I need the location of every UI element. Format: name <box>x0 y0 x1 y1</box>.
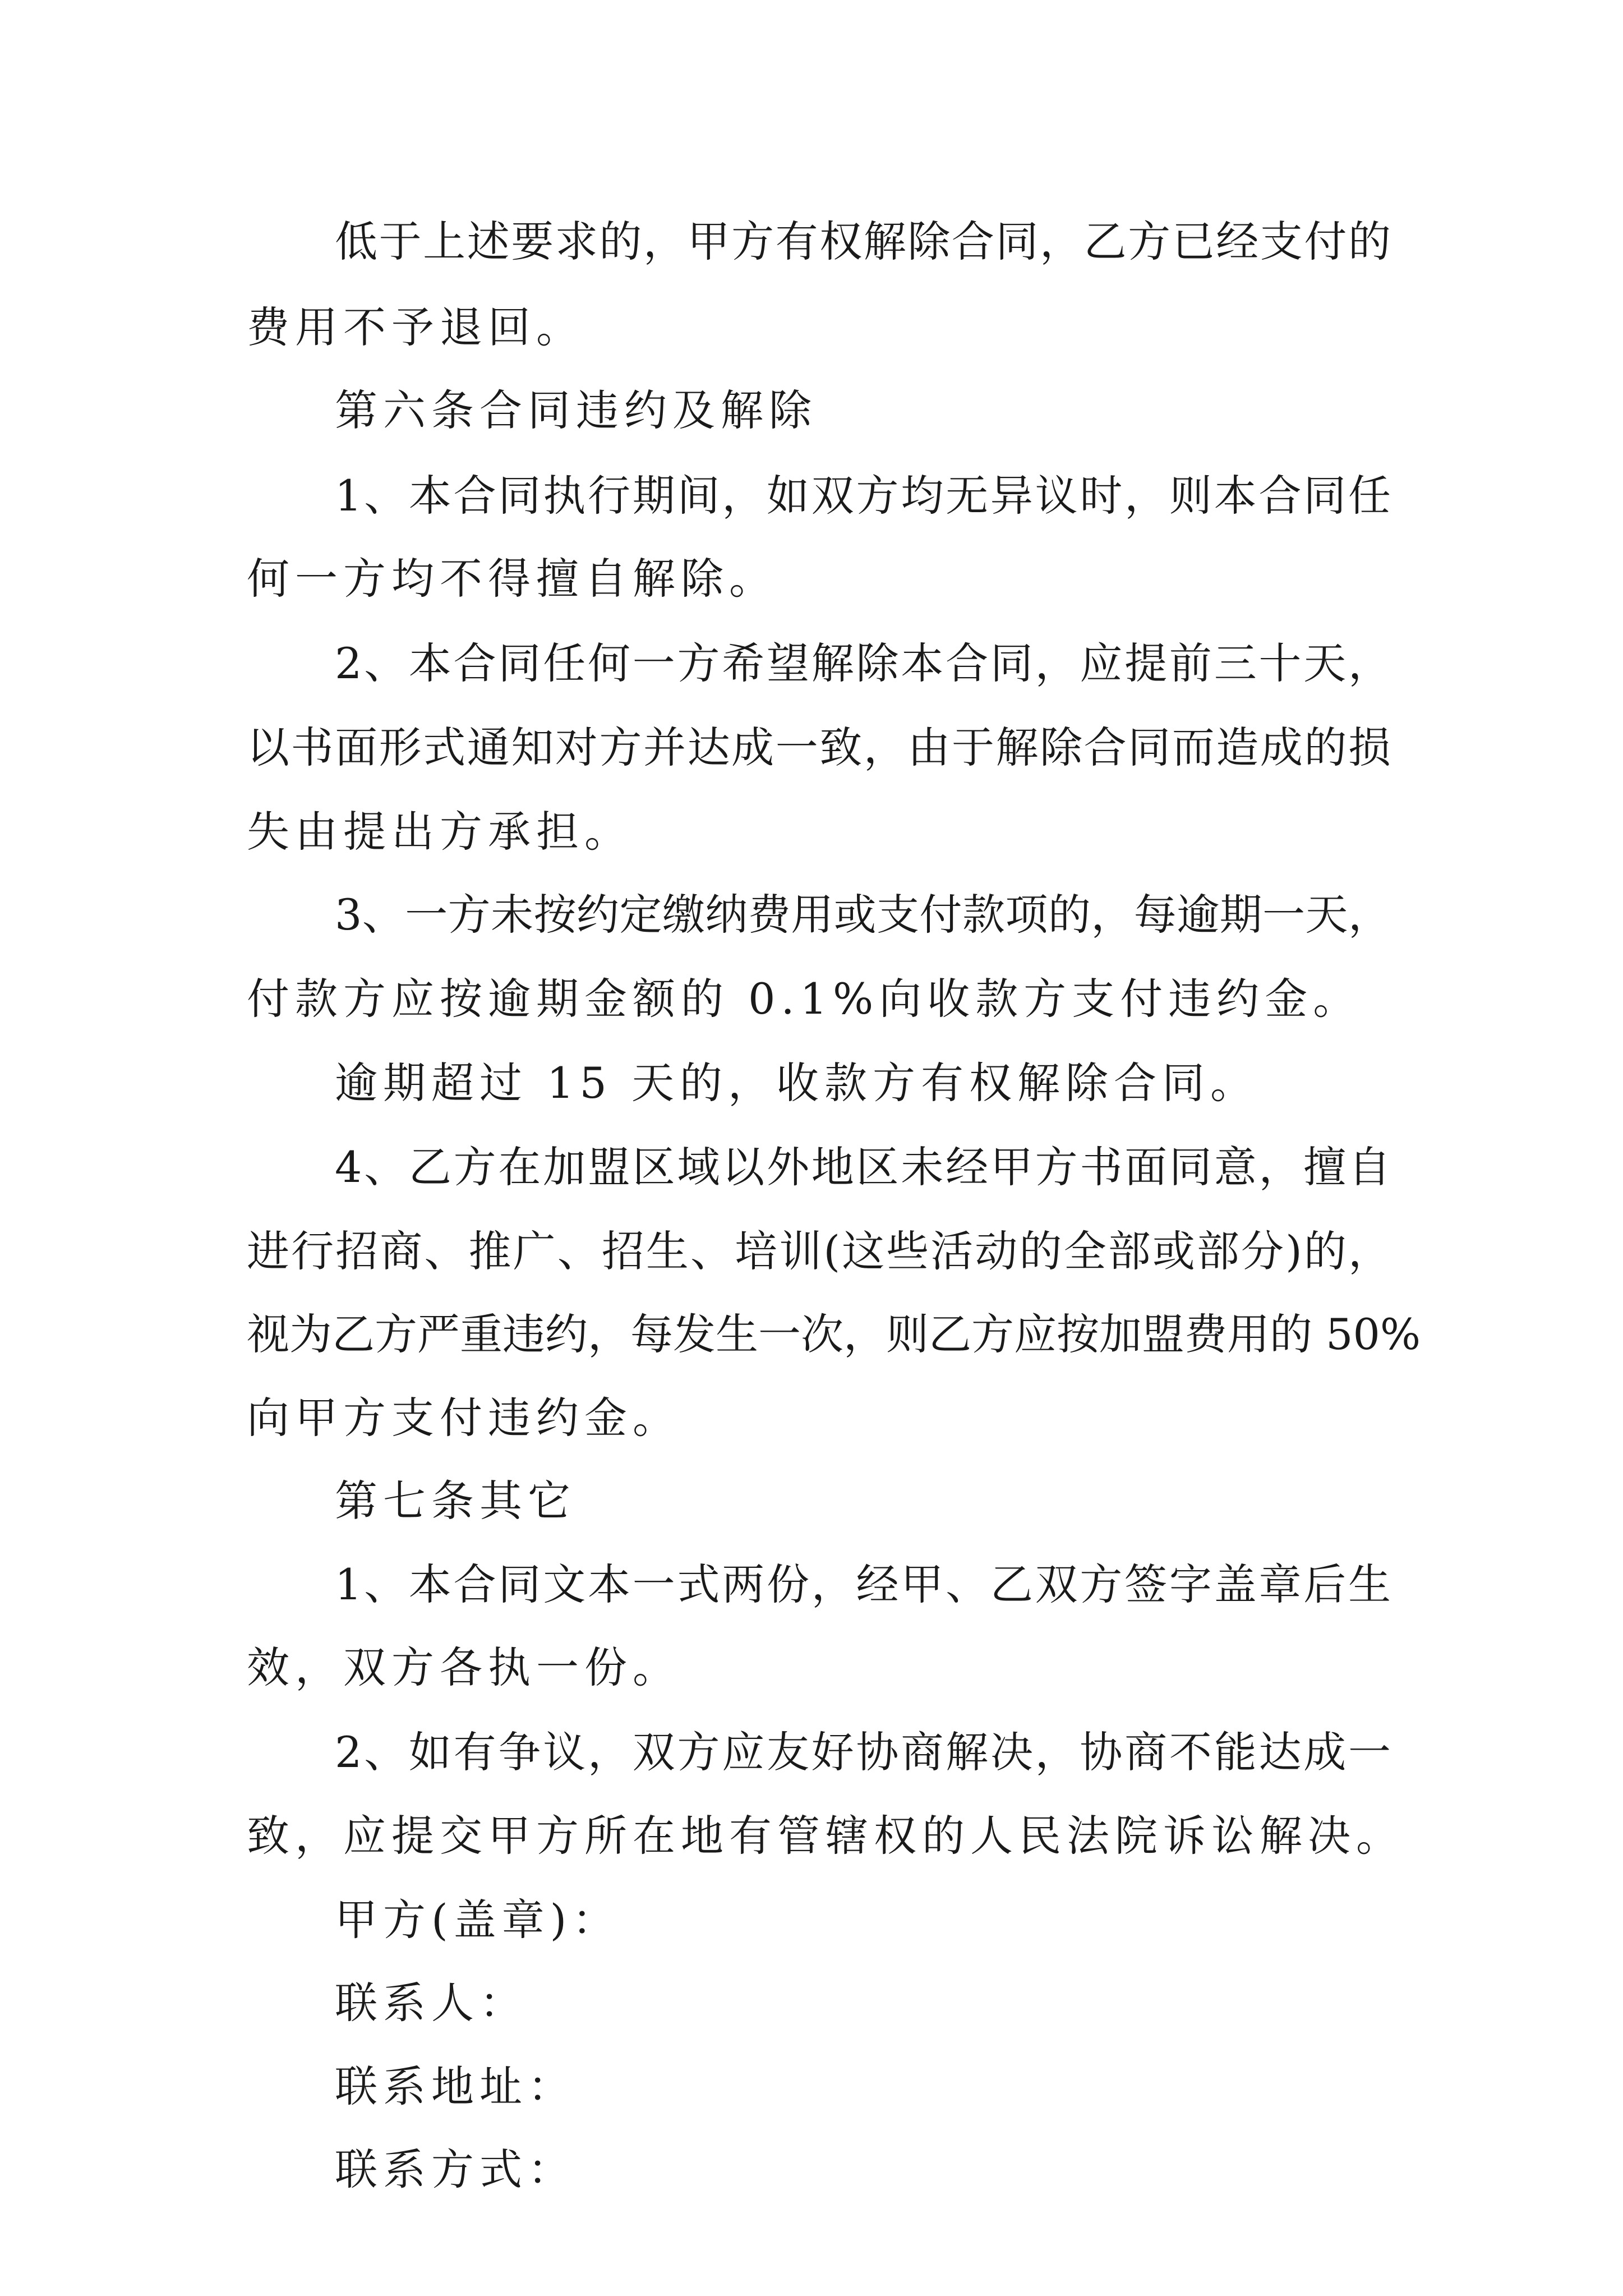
text-line: 向甲方支付违约金。 <box>247 1393 681 1443</box>
text-line: 视为乙方严重违约，每发生一次，则乙方应按加盟费用的 50% <box>247 1309 1421 1359</box>
contact-method-field: 联系方式： <box>335 2145 576 2194</box>
text-line: 失由提出方承担。 <box>247 807 633 857</box>
signature-field-party-a: 甲方(盖章)： <box>335 1895 621 1945</box>
contact-person-field: 联系人： <box>335 1978 528 2028</box>
text-line: 4、乙方在加盟区域以外地区未经甲方书面同意，擅自 <box>335 1142 1391 1192</box>
text-line: 致，应提交甲方所在地有管辖权的人民法院诉讼解决。 <box>247 1811 1404 1861</box>
text-line: 1、本合同执行期间，如双方均无异议时，则本合同任 <box>335 471 1391 521</box>
text-line: 逾期超过 15 天的，收款方有权解除合同。 <box>335 1058 1259 1108</box>
text-line: 3、一方未按约定缴纳费用或支付款项的，每逾期一天， <box>335 890 1391 940</box>
contact-address-field: 联系地址： <box>335 2062 576 2111</box>
text-line: 付款方应按逾期金额的 0.1%向收款方支付违约金。 <box>247 974 1362 1024</box>
text-line: 何一方均不得擅自解除。 <box>247 554 777 604</box>
text-line: 进行招商、推广、招生、培训(这些活动的全部或部分)的， <box>247 1226 1391 1276</box>
text-line: 费用不予退回。 <box>247 302 584 352</box>
text-line: 2、如有争议，双方应友好协商解决，协商不能达成一 <box>335 1727 1391 1777</box>
section-heading: 第六条合同违约及解除 <box>335 385 817 435</box>
text-line: 1、本合同文本一式两份，经甲、乙双方签字盖章后生 <box>335 1559 1391 1609</box>
section-heading: 第七条其它 <box>335 1476 576 1526</box>
text-line: 低于上述要求的，甲方有权解除合同，乙方已经支付的 <box>335 217 1391 266</box>
text-line: 效，双方各执一份。 <box>247 1642 681 1692</box>
text-line: 以书面形式通知对方并达成一致，由于解除合同而造成的损 <box>247 723 1391 772</box>
text-line: 2、本合同任何一方希望解除本合同，应提前三十天， <box>335 638 1391 688</box>
